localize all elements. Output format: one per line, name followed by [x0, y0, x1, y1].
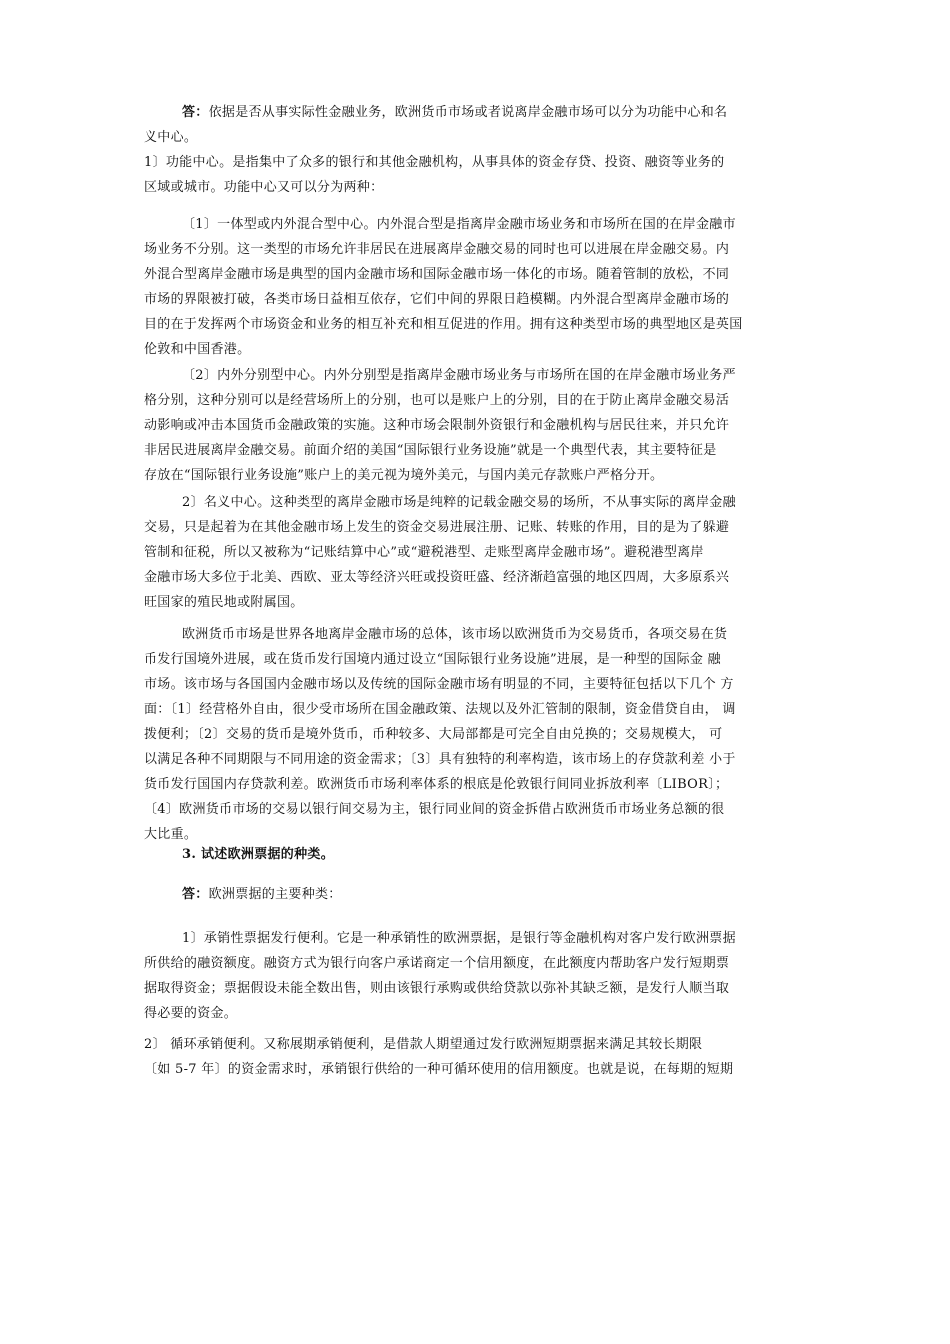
text-line: 存放在“国际银行业务设施”账户上的美元视为境外美元，与国内美元存款账户严格分开。 — [144, 468, 664, 483]
text-line: 货币发行国国内存贷款利差。欧洲货币市场利率体系的根底是伦敦银行间同业拆放利率〔LIBOR〕； — [144, 777, 729, 792]
text-line: 交易，只是起着为在其他金融市场上发生的资金交易进展注册、记账、转账的作用，目的是为了躲避 — [144, 520, 730, 535]
text-line: 2〕名义中心。这种类型的离岸金融市场是纯粹的记载金融交易的场所，不从事实际的离岸金融 — [182, 495, 736, 510]
text-line: 币发行国境外进展，或在货币发行国境内通过设立“国际银行业务设施”进展，是一种型的国际金 融 — [144, 652, 721, 667]
text-line: 目的在于发挥两个市场资金和业务的相互补充和相互促进的作用。拥有这种类型市场的典型地区是英国 — [144, 317, 743, 332]
text-line: 〔2〕内外分别型中心。内外分别型是指离岸金融市场业务与市场所在国的在岸金融市场业务严 — [182, 368, 736, 383]
underwritten-facility-paragraph — [144, 926, 814, 1026]
text-line: 依据是否从事实际性金融业务，欧洲货币市场或者说离岸金融市场可以分为功能中心和名 — [208, 105, 728, 120]
separated-center-paragraph — [144, 363, 814, 488]
revolving-facility-paragraph — [144, 1032, 814, 1082]
answer-paragraph-1 — [144, 100, 814, 150]
text-line: 义中心。 — [144, 130, 198, 145]
text-line: 面：〔1〕经营格外自由，很少受市场所在国金融政策、法规以及外汇管制的限制，资金借贷自由， 调 — [144, 702, 736, 717]
nominal-center-paragraph — [144, 490, 814, 615]
question-heading — [144, 842, 814, 867]
integrated-center-paragraph — [144, 212, 814, 362]
text-line: 伦敦和中国香港。 — [144, 342, 251, 357]
text-line: 格分别，这种分别可以是经营场所上的分别，也可以是账户上的分别，目的在于防止离岸金融交易活 — [144, 393, 730, 408]
text-line: 大比重。 — [144, 827, 198, 842]
text-line: 〔1〕一体型或内外混合型中心。内外混合型是指离岸金融市场业务和市场所在国的在岸金融市 — [182, 217, 736, 232]
answer-label: 答： — [182, 887, 209, 902]
text-line: 市场的界限被打破，各类市场日益相互依存，它们中间的界限日趋模糊。内外混合型离岸金融市场的 — [144, 292, 730, 307]
text-line: 据取得资金；票据假设未能全数出售，则由该银行承购或供给贷款以弥补其缺乏额，是发行人顺当取 — [144, 981, 730, 996]
text-line: 动影响或冲击本国货币金融政策的实施。这种市场会限制外资银行和金融机构与居民往来，并只允许 — [144, 418, 730, 433]
text-line: 区域或城市。功能中心又可以分为两种： — [144, 180, 384, 195]
text-line: 外混合型离岸金融市场是典型的国内金融市场和国际金融市场一体化的市场。随着管制的放松，不同 — [144, 267, 730, 282]
text-line: 欧洲票据的主要种类： — [208, 887, 342, 902]
answer-label: 答： — [182, 105, 209, 120]
text-line: 管制和征税，所以又被称为“记账结算中心”或“避税港型、走账型离岸金融市场”。避税港型离岸 — [144, 545, 704, 560]
text-line: 所供给的融资额度。融资方式为银行向客户承诺商定一个信用额度，在此额度内帮助客户发行短期票 — [144, 956, 730, 971]
text-line: 〔如 5-7 年〕的资金需求时，承销银行供给的一种可循环使用的信用额度。也就是说，在每期的短期 — [144, 1062, 734, 1077]
text-line: 以满足各种不同期限与不同用途的资金需求；〔3〕具有独特的利率构造，该市场上的存贷款利差 小于 — [144, 752, 736, 767]
text-line: 1〕承销性票据发行便利。它是一种承销性的欧洲票据，是银行等金融机构对客户发行欧洲票据 — [182, 931, 736, 946]
text-line: 1〕功能中心。是指集中了众多的银行和其他金融机构，从事具体的资金存贷、投资、融资等业务的 — [144, 155, 725, 170]
text-line: 旺国家的殖民地或附属国。 — [144, 595, 304, 610]
text-line: 市场。该市场与各国国内金融市场以及传统的国际金融市场有明显的不同，主要特征包括以下几个 方 — [144, 677, 734, 692]
text-line: 场业务不分别。这一类型的市场允许非居民在进展离岸金融交易的同时也可以进展在岸金融交易。内 — [144, 242, 730, 257]
text-line: 非居民进展离岸金融交易。前面介绍的美国“国际银行业务设施”就是一个典型代表，其主要特征是 — [144, 443, 717, 458]
text-line: 欧洲货币市场是世界各地离岸金融市场的总体，该市场以欧洲货币为交易货币，各项交易在货 — [182, 627, 728, 642]
text-line: 得必要的资金。 — [144, 1006, 238, 1021]
functional-center-paragraph — [144, 150, 814, 200]
text-line: 〔4〕欧洲货币市场的交易以银行间交易为主，银行同业间的资金拆借占欧洲货币市场业务总额的很 — [144, 802, 725, 817]
question-text: 3. 试述欧洲票据的种类。 — [182, 847, 334, 862]
text-line: 2〕 循环承销便利。又称展期承销便利，是借款人期望通过发行欧洲短期票据来满足其较长期限 — [144, 1037, 703, 1052]
text-line: 金融市场大多位于北美、西欧、亚太等经济兴旺或投资旺盛、经济渐趋富强的地区四周，大多原系兴 — [144, 570, 730, 585]
text-line: 拨便利；〔2〕交易的货币是境外货币，币种较多、大局部都是可完全自由兑换的；交易规模大， 可 — [144, 727, 723, 742]
answer-paragraph-2 — [144, 882, 814, 907]
eurocurrency-market-paragraph — [144, 622, 814, 847]
